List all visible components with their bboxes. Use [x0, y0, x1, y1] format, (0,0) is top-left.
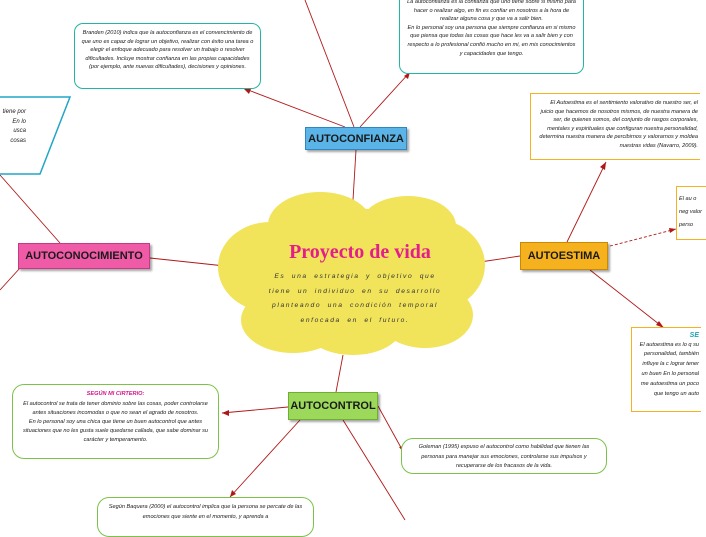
- note-text: El autoestima es lo q su personalidad, también influye la c lograr tener un buen En lo personal me autoestima un poco que tengo un auto: [639, 341, 699, 397]
- note-autoestima-navarro[interactable]: [530, 93, 700, 160]
- note-heading: SEGÚN MI CIRTERIO:: [86, 391, 145, 397]
- topic-autocontrol[interactable]: AUTOCONTROL: [288, 392, 378, 420]
- note-autoestima-se[interactable]: [631, 327, 701, 412]
- center-subtitle: Es una estrategia y objetivo que tiene un individuo en su desarrollo planteando una condición temporal enfocada en el futuro.: [268, 273, 442, 324]
- note-text: En lo personal soy una persona que siempre confianza en si mismo que piensa que todas las cosas que hace les va a salir bien y con respecto a lo profesional confió mucho en mi, en mis conocimientos y capacidades que tengo.: [407, 24, 576, 57]
- note-autocontrol-baquera[interactable]: [97, 497, 314, 537]
- note-text: En lo personal soy una chica que tiene un buen autocontrol que antes situaciones que no les gusta suele quedarse callada, que sabe dominar su carácter y temperamento.: [22, 419, 209, 444]
- note-autoestima-side[interactable]: [676, 186, 706, 240]
- note-text: El au o neg valor perso: [679, 196, 703, 228]
- note-text: tiene por En lo usca cosas: [2, 109, 26, 144]
- note-text: El autocontrol se trata de tener dominio sobre las cosas, poder controlarse antes situaciones incomodas o que no sean el agrado de nosotros.: [23, 400, 208, 416]
- note-text: Según Baquera (2000) el autocontrol implica que la persona se percate de las emociones que siente en el momento, y aprenda a: [108, 504, 303, 520]
- note-autocontrol-criterio[interactable]: [12, 384, 219, 459]
- topic-autoestima[interactable]: AUTOESTIMA: [520, 242, 608, 270]
- note-autoconocimiento-side[interactable]: [0, 108, 26, 168]
- topic-autoconocimiento[interactable]: AUTOCONOCIMIENTO: [18, 243, 150, 269]
- note-heading: SE: [689, 332, 699, 339]
- note-text: Branden (2010) indica que la autoconfianza es el convencimiento de que uno es capaz de lograr un objetivo, realizar con éxito una tarea o elegir el enfoque adecuado para resolver un trabajo o resolver dificultades. Incluye mostrar confianza en las propias capacidades (por ejemplo, ante nuevas dificultades), decisiones y opiniones.: [81, 30, 254, 71]
- note-autocontrol-goleman[interactable]: [401, 438, 607, 474]
- note-autoconfianza-branden[interactable]: [74, 23, 261, 89]
- note-text: El Autoestima es el sentimiento valorativo de nuestro ser, el juicio que hacemos de nosotros mismos, de nuestra manera de ser, de quienes somos, del conjunto de rasgos corporales, mentales y espirituales que configuran nuestra personalidad, determina nuestra manera de percibirnos y valorarnos y moldea nuestras vidas (Navarro, 2009).: [539, 100, 698, 149]
- center-title[interactable]: Proyecto de vida: [289, 241, 431, 263]
- note-text: La autoconfianza es la confianza que uno tiene sobre si mismo para hacer o realizar algo, en fin es confiar en nosotros a la hora de realizar alguna cosa y que va a salir bien.: [407, 0, 576, 23]
- note-autoconfianza-personal[interactable]: [399, 0, 584, 74]
- note-text: Goleman (1995) expuso el autocontrol como habilidad que tienen las personas para manejar sus emociones, controlarse sus impulsos y recuperarse de los fracasos de la vida.: [418, 444, 590, 469]
- topic-autoconfianza[interactable]: AUTOCONFIANZA: [305, 127, 407, 150]
